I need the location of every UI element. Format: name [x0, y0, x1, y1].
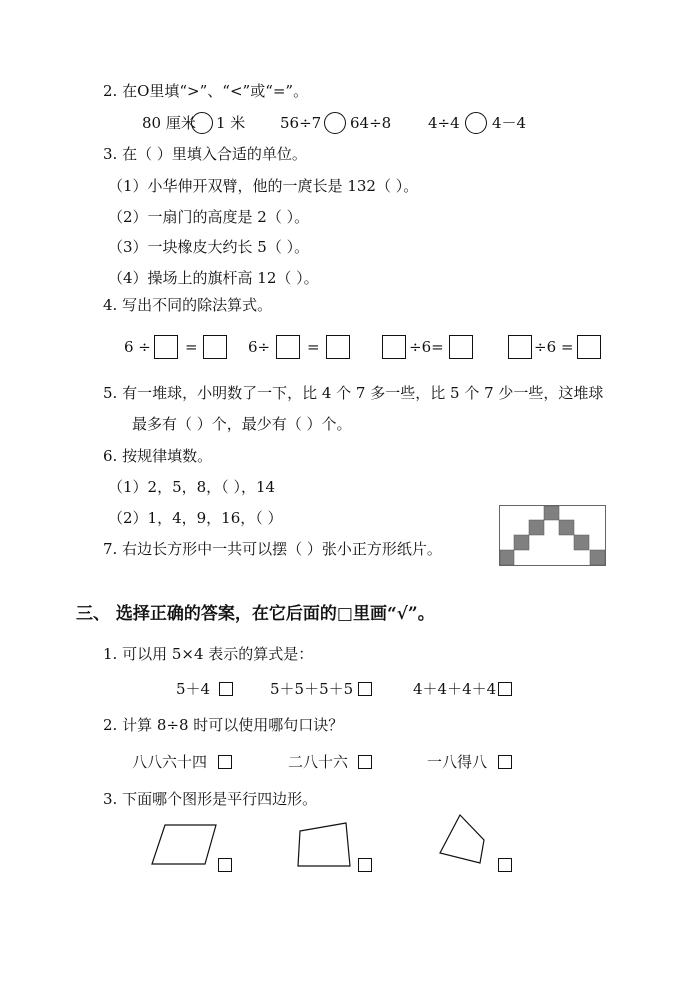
parallelogram-shape: [150, 824, 220, 866]
q7-prompt: 7. 右边长方形中一共可以摆（ ）张小正方形纸片。: [103, 540, 442, 558]
q4-e1-box-1[interactable]: [154, 335, 178, 359]
q4-e4-op: ÷6 =: [534, 338, 574, 356]
p3-q3-checkbox-1[interactable]: [218, 858, 232, 872]
part3-heading: 三、 选择正确的答案，在它后面的□里画“√”。: [76, 604, 435, 624]
q2-compare-circle-1[interactable]: [191, 112, 213, 134]
q7-rectangle-figure: [499, 505, 607, 567]
p3-q2-opt-1: 八八六十四: [132, 753, 208, 771]
q4-e3-box-2[interactable]: [449, 335, 473, 359]
q2-c1-right: 1 米: [216, 114, 246, 132]
q5-line-2: 最多有（ ）个，最少有（ ）个。: [132, 415, 352, 433]
q2-c1-left: 80 厘米: [142, 114, 196, 132]
p3-q3-checkbox-2[interactable]: [358, 858, 372, 872]
q6-prompt: 6. 按规律填数。: [103, 447, 213, 465]
q5-line-1: 5. 有一堆球，小明数了一下，比 4 个 7 多一些，比 5 个 7 少一些，这堆球: [103, 384, 604, 402]
q6-seq-2: （2）1，4，9，16，（ ）: [108, 509, 283, 527]
q6-seq-1: （1）2，5，8，（ ），14: [108, 478, 276, 496]
p3-q1-checkbox-1[interactable]: [219, 682, 233, 696]
q3-item-1: （1）小华伸开双臂，他的一庹长是 132（ ）。: [108, 177, 419, 195]
quadrilateral-shape: [438, 811, 504, 867]
q4-e4-box-2[interactable]: [577, 335, 601, 359]
p3-q1-checkbox-2[interactable]: [358, 682, 372, 696]
p3-q1-opt-2: 5＋5＋5＋5: [270, 680, 354, 698]
q4-e4-box-1[interactable]: [508, 335, 532, 359]
p3-q3-prompt: 3. 下面哪个图形是平行四边形。: [103, 790, 318, 808]
q4-e3-op: ÷6=: [409, 338, 444, 356]
q2-c2-left: 56÷7: [280, 114, 322, 132]
q2-c3-right: 4－4: [492, 114, 527, 132]
q4-prompt: 4. 写出不同的除法算式。: [103, 296, 273, 314]
p3-q2-checkbox-2[interactable]: [358, 755, 372, 769]
q2-compare-circle-3[interactable]: [465, 112, 487, 134]
p3-q2-opt-3: 一八得八: [427, 753, 488, 771]
trapezoid-shape: [296, 821, 358, 867]
p3-q1-prompt: 1. 可以用 5×4 表示的算式是：: [103, 645, 314, 663]
q4-e1-eq: =: [185, 338, 198, 356]
q3-item-3: （3）一块橡皮大约长 5（ ）。: [108, 238, 310, 256]
p3-q3-checkbox-3[interactable]: [498, 858, 512, 872]
q2-compare-circle-2[interactable]: [324, 112, 346, 134]
p3-q1-checkbox-3[interactable]: [498, 682, 512, 696]
p3-q2-prompt: 2. 计算 8÷8 时可以使用哪句口诀？: [103, 716, 344, 734]
q4-e2-box-1[interactable]: [276, 335, 300, 359]
q2-prompt: 2. 在O里填“>”、“<”或“=”。: [103, 82, 309, 100]
q3-item-4: （4）操场上的旗杆高 12（ ）。: [108, 269, 319, 287]
p3-q2-opt-2: 二八十六: [288, 753, 349, 771]
p3-q1-opt-1: 5＋4: [176, 680, 211, 698]
q2-c3-left: 4÷4: [428, 114, 460, 132]
q4-e3-box-1[interactable]: [382, 335, 406, 359]
p3-q1-opt-3: 4＋4＋4＋4: [413, 680, 497, 698]
p3-q2-checkbox-3[interactable]: [498, 755, 512, 769]
q4-e2-box-2[interactable]: [326, 335, 350, 359]
p3-q2-checkbox-1[interactable]: [218, 755, 232, 769]
q3-prompt: 3. 在（ ）里填入合适的单位。: [103, 145, 307, 163]
q4-e1-a: 6 ÷: [124, 338, 151, 356]
q2-c2-right: 64÷8: [350, 114, 392, 132]
q3-item-2: （2）一扇门的高度是 2（ ）。: [108, 208, 310, 226]
q4-e2-eq: =: [307, 338, 320, 356]
q4-e2-a: 6÷: [248, 338, 271, 356]
q4-e1-box-2[interactable]: [203, 335, 227, 359]
